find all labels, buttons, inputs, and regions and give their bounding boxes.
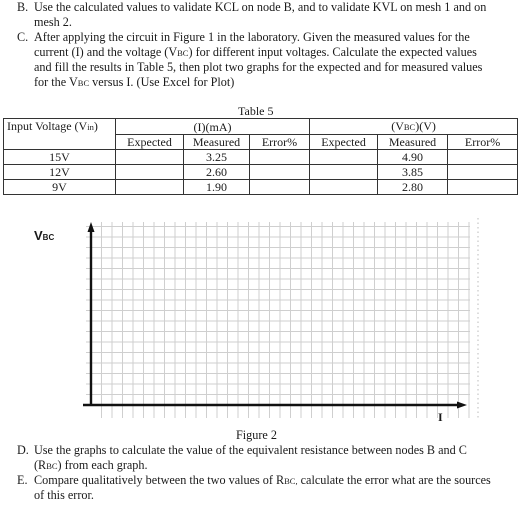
subheader-i-error: Error%	[250, 135, 310, 150]
cell-input: 12V	[4, 165, 116, 180]
item-c-line-2: current (I) and the voltage (VBC) for different input voltages. Calculate the expected values	[34, 45, 477, 59]
cell-i-measured: 3.25	[184, 150, 250, 165]
cell-input: 9V	[4, 180, 116, 195]
item-d-line-2: (RBC) from each graph.	[34, 458, 148, 472]
current-header: (I)(mA)	[116, 119, 310, 135]
item-d	[17, 443, 527, 473]
cell-input: 15V	[4, 150, 116, 165]
y-axis-label: VBC	[34, 228, 55, 243]
figure-caption: Figure 2	[236, 428, 277, 442]
cell-v-measured: 3.85	[378, 165, 448, 180]
subheader-i-expected: Expected	[116, 135, 184, 150]
item-c-line-1: After applying the circuit in Figure 1 in the laboratory. Given the measured values for the	[34, 30, 470, 44]
input-voltage-header: Input Voltage (Vin)	[4, 119, 116, 150]
cell-i-measured: 2.60	[184, 165, 250, 180]
cell-v-measured: 2.80	[378, 180, 448, 195]
item-b-label: B.	[17, 0, 29, 14]
subheader-i-measured: Measured	[184, 135, 250, 150]
subheader-v-measured: Measured	[378, 135, 448, 150]
graph-grid	[86, 222, 470, 418]
item-d-label: D.	[17, 443, 29, 457]
cell-v-measured: 4.90	[378, 150, 448, 165]
subheader-v-expected: Expected	[310, 135, 378, 150]
cell-i-measured: 1.90	[184, 180, 250, 195]
table-caption: Table 5	[238, 104, 274, 118]
voltage-header: (VBC)(V)	[310, 119, 518, 135]
item-c-line-4: for the VBC versus I. (Use Excel for Plot)	[34, 75, 235, 89]
item-e-line-1: Compare qualitatively between the two values of RBC, calculate the error what are the sources	[34, 473, 491, 487]
item-e-line-2: of this error.	[34, 488, 94, 502]
item-e	[17, 473, 527, 503]
item-b-line-1: Use the calculated values to validate KCL on node B, and to validate KVL on mesh 1 and on	[34, 0, 487, 14]
item-c-line-3: and fill the results in Table 5, then plot two graphs for the expected and for measured values	[34, 60, 483, 74]
item-d-line-1: Use the graphs to calculate the value of the equivalent resistance between nodes B and C	[34, 443, 467, 457]
x-axis-label: I	[438, 410, 443, 424]
subheader-v-error: Error%	[448, 135, 518, 150]
item-b-line-2: mesh 2.	[34, 15, 72, 29]
x-axis-arrow	[457, 402, 467, 409]
item-c-label: C.	[17, 30, 29, 44]
item-e-label: E.	[17, 473, 28, 487]
